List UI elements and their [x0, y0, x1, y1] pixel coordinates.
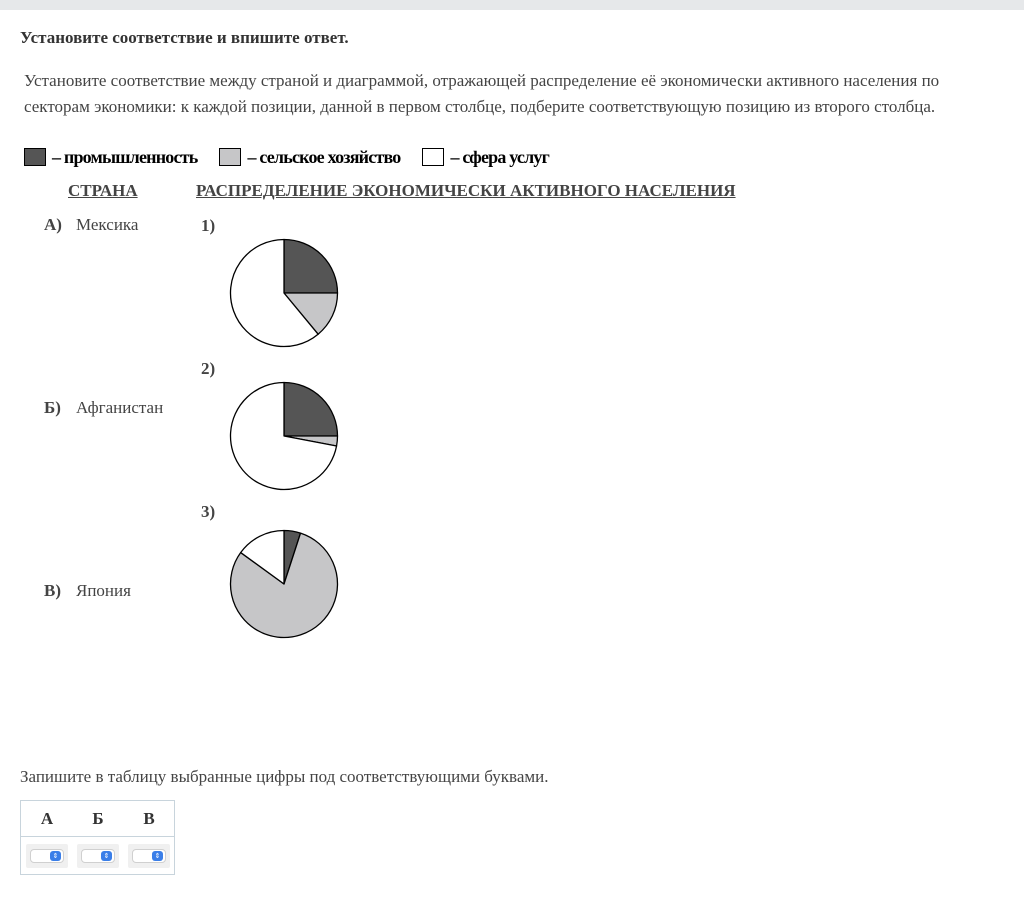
answer-header-b: Б: [92, 809, 104, 828]
pie-chart-1: [228, 237, 340, 349]
select-arrows-icon[interactable]: ⇕: [101, 851, 112, 861]
legend-label-agriculture: – сельское хозяйство: [247, 146, 401, 167]
country-name-c: Япония: [76, 581, 131, 600]
legend-label-services: – сфера услуг: [450, 146, 549, 167]
country-name-b: Афганистан: [76, 398, 164, 417]
chart-column-header: РАСПРЕДЕЛЕНИЕ ЭКОНОМИЧЕСКИ АКТИВНОГО НАСЕЛЕНИЯ: [196, 181, 736, 200]
legend: [24, 145, 571, 169]
legend-swatch-agriculture: [219, 148, 241, 166]
country-letter-a: А): [44, 215, 62, 234]
legend-item-agriculture: [219, 147, 400, 168]
answer-instruction: Запишите в таблицу выбранные цифры под соответствующими буквами.: [20, 767, 549, 786]
country-letter-b: Б): [44, 398, 61, 417]
task-text: Установите соответствие между страной и диаграммой, отражающей распределение её экономически активного населения по секторам экономики: к каждой позиции, данной в первом столбце, подберите соответствующую позицию из второго столбца.: [24, 71, 940, 116]
pie-2-slice-industry: [284, 383, 338, 437]
answer-select-cell-b: [77, 844, 119, 868]
country-name-a: Мексика: [76, 215, 139, 234]
legend-swatch-industry: [24, 148, 46, 166]
legend-item-industry: [24, 147, 197, 168]
country-letter-c: В): [44, 581, 61, 600]
answer-select-c[interactable]: [132, 849, 166, 863]
answer-select-cell-c: [128, 844, 170, 868]
pie-chart-2: [228, 380, 340, 492]
legend-item-services: [422, 147, 549, 168]
answer-header-a: А: [40, 809, 54, 828]
top-bar: [0, 0, 1024, 10]
answer-select-cell-a: [26, 844, 68, 868]
chart-number-3: 3): [201, 502, 216, 521]
select-arrows-icon[interactable]: ⇕: [152, 851, 163, 861]
answer-table-header: [21, 801, 174, 837]
legend-swatch-services: [422, 148, 444, 166]
country-column-header: СТРАНА: [68, 181, 138, 200]
pie-1-slice-industry: [284, 240, 338, 294]
chart-number-1: 1): [201, 216, 216, 235]
task-title: Установите соответствие и впишите ответ.: [20, 28, 349, 47]
answer-select-a[interactable]: [30, 849, 64, 863]
legend-label-industry: – промышленность: [52, 146, 198, 167]
pie-chart-3: [228, 528, 340, 640]
answer-header-c: В: [143, 809, 155, 828]
select-arrows-icon[interactable]: ⇕: [50, 851, 61, 861]
chart-number-2: 2): [201, 359, 216, 378]
answer-select-b[interactable]: [81, 849, 115, 863]
